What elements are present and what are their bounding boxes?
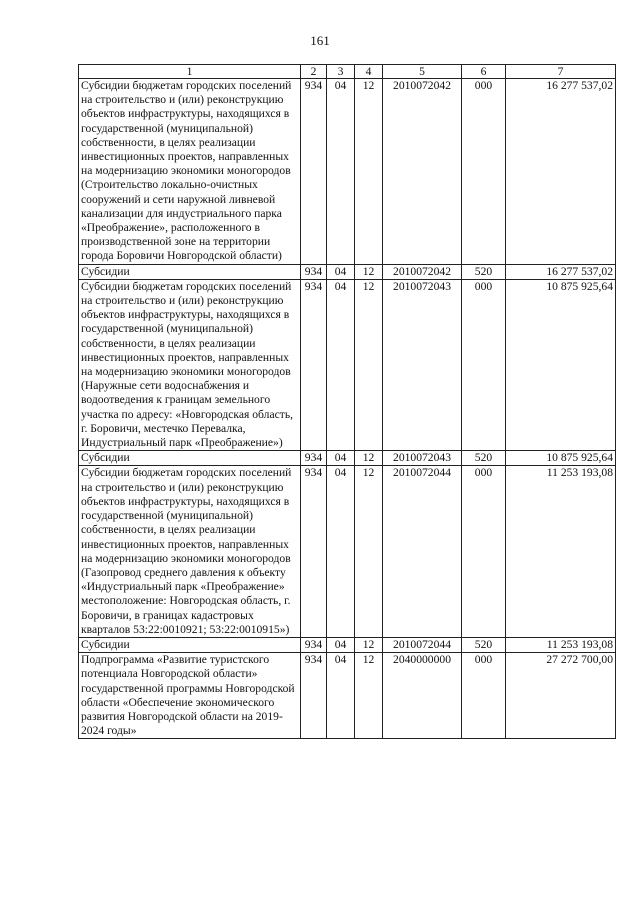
page-number: 161 <box>310 33 330 48</box>
row-name: Субсидии бюджетам городских поселений на строительство и (или) реконструкцию объектов инфраструктуры, находящихся в государственной (муниципальной) собственности, в целях реализации инвестиционных проектов, направленных на модернизацию экономики моногородов (Газопровод среднего давления к объекту «Индустриальный парк «Преображение» местоположение: Новгородская область, г. Боровичи, в границах кадастровых кварталов 53:22:0010921; 53:22:0010915») <box>79 466 301 637</box>
row-amount: 10 875 925,64 <box>506 279 616 450</box>
row-subsection-code: 12 <box>355 264 383 279</box>
row-amount: 11 253 193,08 <box>506 466 616 637</box>
row-amount: 27 272 700,00 <box>506 653 616 739</box>
row-ved-code: 934 <box>301 79 327 265</box>
table-row <box>79 79 616 265</box>
header-col-6: 6 <box>462 65 506 79</box>
row-section-code: 04 <box>327 653 355 739</box>
row-target-article: 2040000000 <box>383 653 462 739</box>
row-name: Субсидии <box>79 637 301 652</box>
row-ved-code: 934 <box>301 279 327 450</box>
row-name: Субсидии бюджетам городских поселений на строительство и (или) реконструкцию объектов инфраструктуры, находящихся в государственной (муниципальной) собственности, в целях реализации инвестиционных проектов, направленных на модернизацию экономики моногородов (Наружные сети водоснабжения и водоотведения к границам земельного участка по адресу: «Новгородская область, г. Боровичи, местечко Перевалка, Индустриальный парк «Преображение») <box>79 279 301 450</box>
table-row <box>79 653 616 739</box>
row-target-article: 2010072042 <box>383 79 462 265</box>
row-expense-type: 000 <box>462 279 506 450</box>
row-subsection-code: 12 <box>355 279 383 450</box>
row-target-article: 2010072044 <box>383 637 462 652</box>
table-row <box>79 279 616 450</box>
row-expense-type: 520 <box>462 451 506 466</box>
row-expense-type: 520 <box>462 264 506 279</box>
row-expense-type: 000 <box>462 79 506 265</box>
row-section-code: 04 <box>327 79 355 265</box>
row-section-code: 04 <box>327 279 355 450</box>
row-amount: 11 253 193,08 <box>506 637 616 652</box>
row-section-code: 04 <box>327 451 355 466</box>
header-col-4: 4 <box>355 65 383 79</box>
row-expense-type: 520 <box>462 637 506 652</box>
row-ved-code: 934 <box>301 451 327 466</box>
row-section-code: 04 <box>327 264 355 279</box>
header-col-5: 5 <box>383 65 462 79</box>
row-name: Субсидии <box>79 264 301 279</box>
table-row <box>79 264 616 279</box>
row-subsection-code: 12 <box>355 451 383 466</box>
row-ved-code: 934 <box>301 637 327 652</box>
row-ved-code: 934 <box>301 653 327 739</box>
row-subsection-code: 12 <box>355 466 383 637</box>
row-section-code: 04 <box>327 637 355 652</box>
row-amount: 16 277 537,02 <box>506 79 616 265</box>
table-row <box>79 466 616 637</box>
table-header-row <box>79 65 616 79</box>
row-name: Субсидии бюджетам городских поселений на строительство и (или) реконструкцию объектов инфраструктуры, находящихся в государственной (муниципальной) собственности, в целях реализации инвестиционных проектов, направленных на модернизацию экономики моногородов (Строительство локально-очистных сооружений и сети наружной ливневой канализации для индустриального парка «Преображение», расположенного в производственной зоне на территории города Боровичи Новгородской области) <box>79 79 301 265</box>
row-target-article: 2010072043 <box>383 279 462 450</box>
row-amount: 16 277 537,02 <box>506 264 616 279</box>
row-section-code: 04 <box>327 466 355 637</box>
row-ved-code: 934 <box>301 264 327 279</box>
table-row <box>79 451 616 466</box>
row-subsection-code: 12 <box>355 653 383 739</box>
header-col-1: 1 <box>79 65 301 79</box>
header-col-2: 2 <box>301 65 327 79</box>
row-name: Субсидии <box>79 451 301 466</box>
row-expense-type: 000 <box>462 653 506 739</box>
header-col-3: 3 <box>327 65 355 79</box>
row-target-article: 2010072044 <box>383 466 462 637</box>
row-ved-code: 934 <box>301 466 327 637</box>
row-subsection-code: 12 <box>355 637 383 652</box>
row-name: Подпрограмма «Развитие туристского потенциала Новгородской области» государственной программы Новгородской области «Обеспечение экономического развития Новгородской области на 2019-2024 годы» <box>79 653 301 739</box>
row-subsection-code: 12 <box>355 79 383 265</box>
budget-table <box>78 64 616 739</box>
table-row <box>79 637 616 652</box>
header-col-7: 7 <box>506 65 616 79</box>
row-target-article: 2010072043 <box>383 451 462 466</box>
row-amount: 10 875 925,64 <box>506 451 616 466</box>
row-target-article: 2010072042 <box>383 264 462 279</box>
row-expense-type: 000 <box>462 466 506 637</box>
